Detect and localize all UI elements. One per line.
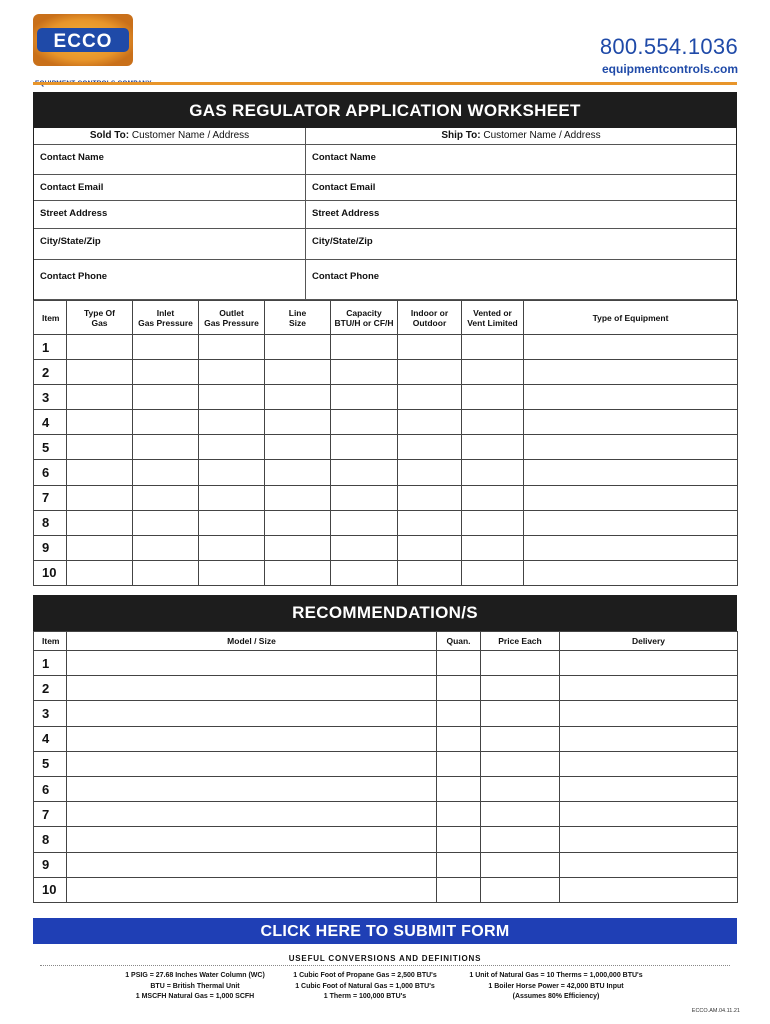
application-input-cell[interactable] xyxy=(67,335,133,360)
application-column-header xyxy=(133,301,199,335)
column-header-line: Vented or xyxy=(473,307,512,318)
application-input-cell[interactable] xyxy=(265,435,331,460)
recommendation-input-cell[interactable] xyxy=(560,726,738,751)
recommendation-input-cell[interactable] xyxy=(481,776,560,801)
application-input-cell[interactable] xyxy=(331,560,398,585)
recommendation-input-cell[interactable] xyxy=(481,676,560,701)
row-number: 1 xyxy=(34,651,67,676)
conversion-line: 1 Unit of Natural Gas = 10 Therms = 1,000,000 BTU's xyxy=(469,972,643,979)
recommendation-column-header: Delivery xyxy=(560,632,738,651)
column-header-line: Vent Limited xyxy=(467,317,518,328)
application-input-cell[interactable] xyxy=(265,460,331,485)
row-number: 9 xyxy=(34,852,67,877)
application-input-cell[interactable] xyxy=(398,385,462,410)
application-input-cell[interactable] xyxy=(199,510,265,535)
application-row xyxy=(34,510,738,535)
conversion-line: (Assumes 80% Efficiency) xyxy=(512,993,600,1000)
application-input-cell[interactable] xyxy=(524,460,738,485)
application-input-cell[interactable] xyxy=(398,435,462,460)
row-number: 7 xyxy=(34,485,67,510)
recommendation-input-cell[interactable] xyxy=(437,701,481,726)
application-input-cell[interactable] xyxy=(133,485,199,510)
application-row xyxy=(34,460,738,485)
application-input-cell[interactable] xyxy=(199,535,265,560)
row-number: 5 xyxy=(34,435,67,460)
application-input-cell[interactable] xyxy=(462,335,524,360)
row-number: 2 xyxy=(34,360,67,385)
recommendation-input-cell[interactable] xyxy=(560,676,738,701)
column-header-line: Type Of xyxy=(83,307,115,318)
column-header-line: Size xyxy=(288,317,306,328)
application-input-cell[interactable] xyxy=(462,535,524,560)
column-header-line: Capacity xyxy=(346,307,382,318)
ship-contact-email-field[interactable]: Contact Email xyxy=(312,182,376,193)
row-number: 6 xyxy=(34,776,67,801)
application-row xyxy=(34,335,738,360)
recommendation-input-cell[interactable] xyxy=(481,852,560,877)
column-header-line: Item xyxy=(42,312,60,323)
recommendation-input-cell[interactable] xyxy=(481,651,560,676)
recommendation-row xyxy=(34,802,738,827)
application-input-cell[interactable] xyxy=(67,460,133,485)
application-input-cell[interactable] xyxy=(524,510,738,535)
recommendation-input-cell[interactable] xyxy=(437,852,481,877)
application-input-cell[interactable] xyxy=(199,385,265,410)
ship-street-address-field[interactable]: Street Address xyxy=(312,208,380,219)
application-input-cell[interactable] xyxy=(398,560,462,585)
recommendation-input-cell[interactable] xyxy=(560,877,738,902)
recommendation-input-cell[interactable] xyxy=(67,701,437,726)
application-input-cell[interactable] xyxy=(398,410,462,435)
application-input-cell[interactable] xyxy=(524,485,738,510)
sold-contact-email-field[interactable]: Contact Email xyxy=(34,175,306,200)
application-row xyxy=(34,485,738,510)
customer-header-row xyxy=(34,128,736,145)
recommendation-input-cell[interactable] xyxy=(481,701,560,726)
recommendation-input-cell[interactable] xyxy=(437,676,481,701)
sold-contact-name-field[interactable]: Contact Name xyxy=(34,145,306,174)
conversions-col-3 xyxy=(456,971,656,1003)
footer-divider xyxy=(40,965,730,966)
sold-street-address-field[interactable]: Street Address xyxy=(34,201,306,228)
application-column-header xyxy=(265,301,331,335)
application-input-cell[interactable] xyxy=(524,560,738,585)
application-input-cell[interactable] xyxy=(67,435,133,460)
application-input-cell[interactable] xyxy=(331,485,398,510)
recommendation-input-cell[interactable] xyxy=(67,651,437,676)
recommendation-input-cell[interactable] xyxy=(437,877,481,902)
row-number: 4 xyxy=(34,410,67,435)
application-input-cell[interactable] xyxy=(199,335,265,360)
application-header-row xyxy=(34,301,738,335)
application-input-cell[interactable] xyxy=(133,335,199,360)
recommendation-input-cell[interactable] xyxy=(560,651,738,676)
application-input-cell[interactable] xyxy=(462,410,524,435)
application-input-cell[interactable] xyxy=(331,510,398,535)
recommendation-input-cell[interactable] xyxy=(67,676,437,701)
application-input-cell[interactable] xyxy=(199,360,265,385)
recommendation-input-cell[interactable] xyxy=(67,776,437,801)
website-link[interactable]: equipmentcontrols.com xyxy=(601,62,738,76)
row-number: 8 xyxy=(34,827,67,852)
row-number: 4 xyxy=(34,726,67,751)
recommendation-input-cell[interactable] xyxy=(67,827,437,852)
recommendation-input-cell[interactable] xyxy=(437,776,481,801)
application-input-cell[interactable] xyxy=(331,435,398,460)
application-input-cell[interactable] xyxy=(462,360,524,385)
application-input-cell[interactable] xyxy=(67,385,133,410)
application-input-cell[interactable] xyxy=(398,460,462,485)
recommendation-column-header: Model / Size xyxy=(67,632,437,651)
row-number: 9 xyxy=(34,535,67,560)
column-header-line: Outlet xyxy=(219,307,244,318)
application-input-cell[interactable] xyxy=(462,385,524,410)
application-input-cell[interactable] xyxy=(462,460,524,485)
application-column-header xyxy=(462,301,524,335)
recommendation-input-cell[interactable] xyxy=(481,827,560,852)
recommendation-row xyxy=(34,852,738,877)
application-input-cell[interactable] xyxy=(524,360,738,385)
column-header-line: Type of Equipment xyxy=(592,312,669,323)
column-header-line: Indoor or xyxy=(410,307,449,318)
column-header-line: Gas Pressure xyxy=(204,317,259,328)
application-input-cell[interactable] xyxy=(133,360,199,385)
recommendation-input-cell[interactable] xyxy=(560,827,738,852)
column-header-line: Gas xyxy=(91,317,108,328)
column-header-line: BTU/H or CF/H xyxy=(334,317,394,328)
recommendation-input-cell[interactable] xyxy=(437,802,481,827)
ecco-logo-badge-icon xyxy=(33,14,133,66)
conversion-line: 1 PSIG = 27.68 Inches Water Column (WC) xyxy=(125,972,265,979)
conversions-col-2 xyxy=(280,971,450,1003)
city-state-zip-row[interactable] xyxy=(34,229,736,260)
recommendation-input-cell[interactable] xyxy=(481,802,560,827)
application-input-cell[interactable] xyxy=(199,435,265,460)
application-input-cell[interactable] xyxy=(67,485,133,510)
form-code: ECCO.AM.04.11.21 xyxy=(691,1008,740,1014)
sold-contact-phone-field[interactable]: Contact Phone xyxy=(34,260,306,299)
application-input-cell[interactable] xyxy=(265,410,331,435)
ship-to-header: Ship To: Customer Name / Address xyxy=(441,130,601,141)
recommendation-row xyxy=(34,776,738,801)
row-number: 3 xyxy=(34,385,67,410)
street-address-row[interactable] xyxy=(34,201,736,229)
application-input-cell[interactable] xyxy=(524,335,738,360)
application-input-cell[interactable] xyxy=(199,560,265,585)
application-input-cell[interactable] xyxy=(331,410,398,435)
recommendation-input-cell[interactable] xyxy=(560,852,738,877)
row-number: 3 xyxy=(34,701,67,726)
ecco-logo xyxy=(33,14,133,76)
contact-name-row[interactable] xyxy=(34,145,736,175)
application-input-cell[interactable] xyxy=(524,410,738,435)
application-input-cell[interactable] xyxy=(462,485,524,510)
row-number: 6 xyxy=(34,460,67,485)
phone-number[interactable]: 800.554.1036 xyxy=(599,34,738,59)
application-row xyxy=(34,410,738,435)
conversion-line: 1 Therm = 100,000 BTU's xyxy=(323,993,407,1000)
recommendation-input-cell[interactable] xyxy=(560,776,738,801)
application-input-cell[interactable] xyxy=(265,560,331,585)
recommendation-row xyxy=(34,877,738,902)
row-number: 8 xyxy=(34,510,67,535)
recommendation-row xyxy=(34,827,738,852)
conversions-title: USEFUL CONVERSIONS AND DEFINITIONS xyxy=(288,954,482,963)
application-input-cell[interactable] xyxy=(398,335,462,360)
recommendation-row xyxy=(34,701,738,726)
row-number: 1 xyxy=(34,335,67,360)
application-row xyxy=(34,385,738,410)
recommendation-input-cell[interactable] xyxy=(437,751,481,776)
application-input-cell[interactable] xyxy=(133,410,199,435)
application-input-cell[interactable] xyxy=(265,510,331,535)
application-input-cell[interactable] xyxy=(265,335,331,360)
application-input-cell[interactable] xyxy=(265,485,331,510)
application-input-cell[interactable] xyxy=(133,535,199,560)
conversion-line: BTU = British Thermal Unit xyxy=(150,982,240,990)
application-column-header xyxy=(199,301,265,335)
row-number: 5 xyxy=(34,751,67,776)
recommendation-input-cell[interactable] xyxy=(437,726,481,751)
recommendation-input-cell[interactable] xyxy=(481,751,560,776)
conversions-col-1 xyxy=(105,971,285,1003)
application-input-cell[interactable] xyxy=(331,385,398,410)
recommendation-input-cell[interactable] xyxy=(560,751,738,776)
application-input-cell[interactable] xyxy=(462,510,524,535)
application-input-cell[interactable] xyxy=(133,385,199,410)
application-input-cell[interactable] xyxy=(133,510,199,535)
application-input-cell[interactable] xyxy=(398,485,462,510)
recommendation-input-cell[interactable] xyxy=(437,827,481,852)
recommendation-column-header: Quan. xyxy=(437,632,481,651)
application-row xyxy=(34,435,738,460)
recommendation-row xyxy=(34,676,738,701)
application-input-cell[interactable] xyxy=(331,335,398,360)
recommendation-row xyxy=(34,651,738,676)
application-column-header xyxy=(67,301,133,335)
recommendation-column-header: Price Each xyxy=(481,632,560,651)
application-input-cell[interactable] xyxy=(67,535,133,560)
svg-text:ECCO: ECCO xyxy=(53,31,113,52)
ship-city-state-zip-field[interactable]: City/State/Zip xyxy=(312,236,373,247)
application-input-cell[interactable] xyxy=(462,560,524,585)
row-number: 10 xyxy=(34,560,67,585)
submit-form-button[interactable]: CLICK HERE TO SUBMIT FORM xyxy=(33,918,737,944)
recommendations-header-row xyxy=(34,632,738,651)
application-input-cell[interactable] xyxy=(199,410,265,435)
recommendations-title: RECOMMENDATION/S xyxy=(33,595,737,631)
recommendation-input-cell[interactable] xyxy=(67,726,437,751)
application-input-cell[interactable] xyxy=(133,460,199,485)
ship-contact-name-field[interactable]: Contact Name xyxy=(312,152,376,163)
application-input-cell[interactable] xyxy=(67,510,133,535)
application-row xyxy=(34,535,738,560)
application-column-header xyxy=(524,301,738,335)
application-column-header xyxy=(398,301,462,335)
application-input-cell[interactable] xyxy=(67,410,133,435)
application-input-cell[interactable] xyxy=(67,560,133,585)
application-input-cell[interactable] xyxy=(398,535,462,560)
application-input-cell[interactable] xyxy=(331,460,398,485)
recommendation-input-cell[interactable] xyxy=(437,651,481,676)
column-header-line: Outdoor xyxy=(412,317,447,328)
ship-contact-phone-field[interactable]: Contact Phone xyxy=(312,271,380,282)
application-input-cell[interactable] xyxy=(398,510,462,535)
application-input-cell[interactable] xyxy=(462,435,524,460)
application-input-cell[interactable] xyxy=(265,360,331,385)
application-input-cell[interactable] xyxy=(398,360,462,385)
application-row xyxy=(34,560,738,585)
column-header-line: Inlet xyxy=(156,307,175,318)
application-input-cell[interactable] xyxy=(524,435,738,460)
header-divider xyxy=(33,82,737,85)
recommendation-input-cell[interactable] xyxy=(481,877,560,902)
recommendation-column-header: Item xyxy=(34,632,67,651)
application-column-header xyxy=(34,301,67,335)
application-input-cell[interactable] xyxy=(199,485,265,510)
recommendation-input-cell[interactable] xyxy=(67,877,437,902)
application-input-cell[interactable] xyxy=(265,385,331,410)
recommendation-input-cell[interactable] xyxy=(67,751,437,776)
conversion-line: 1 Boiler Horse Power = 42,000 BTU Input xyxy=(488,982,624,990)
application-table xyxy=(33,300,738,586)
application-input-cell[interactable] xyxy=(331,535,398,560)
recommendation-input-cell[interactable] xyxy=(67,802,437,827)
recommendation-input-cell[interactable] xyxy=(560,802,738,827)
sold-city-state-zip-field[interactable]: City/State/Zip xyxy=(34,229,306,259)
row-number: 7 xyxy=(34,802,67,827)
contact-phone-row[interactable] xyxy=(34,260,736,300)
application-input-cell[interactable] xyxy=(133,560,199,585)
application-input-cell[interactable] xyxy=(199,460,265,485)
recommendation-input-cell[interactable] xyxy=(67,852,437,877)
application-row xyxy=(34,360,738,385)
application-input-cell[interactable] xyxy=(67,360,133,385)
application-input-cell[interactable] xyxy=(133,435,199,460)
recommendation-input-cell[interactable] xyxy=(481,726,560,751)
worksheet-title: GAS REGULATOR APPLICATION WORKSHEET xyxy=(33,92,737,128)
column-header-line: Line xyxy=(288,307,307,318)
conversion-line: 1 Cubic Foot of Natural Gas = 1,000 BTU's xyxy=(295,982,435,990)
application-input-cell[interactable] xyxy=(524,385,738,410)
contact-email-row[interactable] xyxy=(34,175,736,201)
application-column-header xyxy=(331,301,398,335)
application-input-cell[interactable] xyxy=(524,535,738,560)
conversion-line: 1 Cubic Foot of Propane Gas = 2,500 BTU's xyxy=(293,972,437,979)
recommendation-row xyxy=(34,726,738,751)
conversion-line: 1 MSCFH Natural Gas = 1,000 SCFH xyxy=(135,993,255,1000)
row-number: 2 xyxy=(34,676,67,701)
recommendation-input-cell[interactable] xyxy=(560,701,738,726)
sold-to-header: Sold To: Customer Name / Address xyxy=(34,128,306,144)
customer-info xyxy=(33,128,737,300)
column-header-line: Gas Pressure xyxy=(138,317,193,328)
application-input-cell[interactable] xyxy=(331,360,398,385)
recommendation-row xyxy=(34,751,738,776)
row-number: 10 xyxy=(34,877,67,902)
recommendations-table xyxy=(33,631,738,903)
application-input-cell[interactable] xyxy=(265,535,331,560)
